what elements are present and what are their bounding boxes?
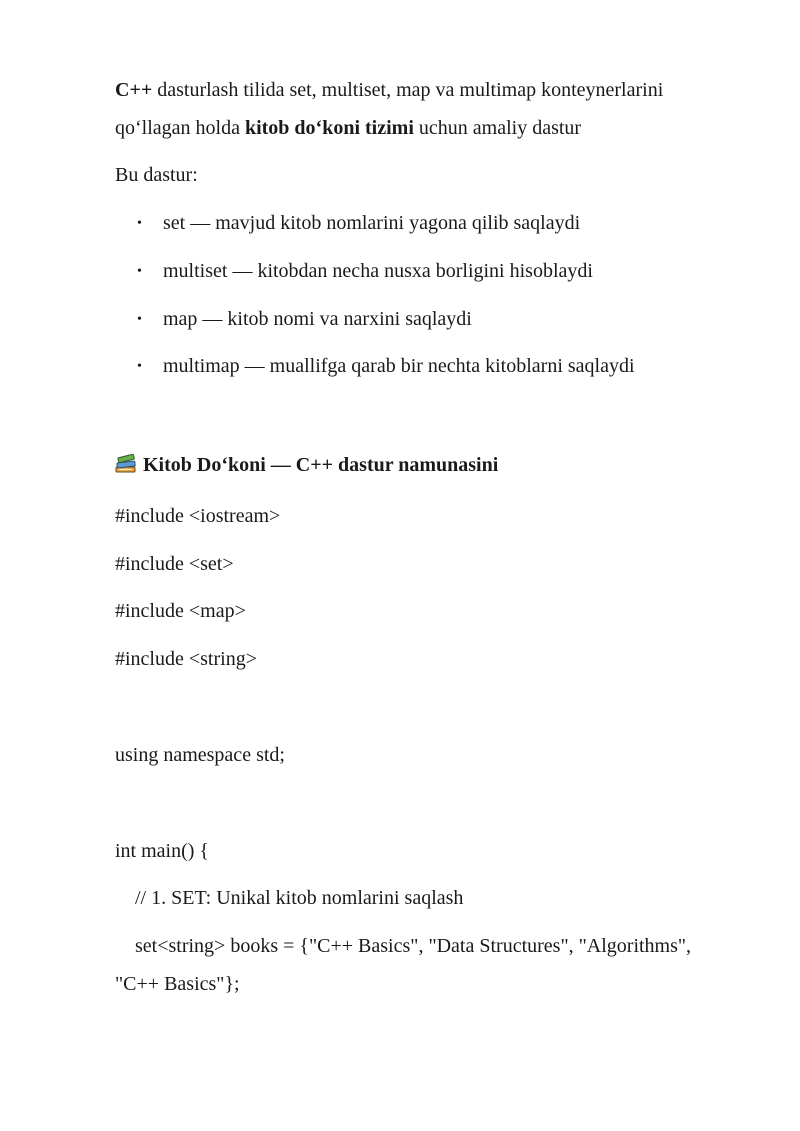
code-line: "C++ Basics"}; (115, 973, 240, 995)
code-comment-line: // 1. SET: Unikal kitob nomlarini saqlash (135, 887, 464, 909)
bullet-dot-icon: • (137, 359, 142, 374)
bullet-item-multiset (137, 259, 593, 284)
code-line: #include <set> (115, 553, 234, 575)
bullet-item-map (137, 307, 472, 332)
intro-bold-system: kitob do‘koni tizimi (244, 117, 414, 139)
intro-paragraph-line-2 (115, 116, 581, 140)
code-line: #include <map> (115, 600, 246, 622)
bullet-dot-icon: • (137, 264, 142, 279)
intro-text-b: qo‘llagan holda (115, 117, 245, 139)
code-line: using namespace std; (115, 744, 285, 766)
bullet-text: multimap — muallifga qarab bir nechta kitoblarni saqlaydi (163, 355, 635, 377)
section-heading (115, 453, 498, 477)
bullet-dot-icon: • (137, 216, 142, 231)
intro-text-c: uchun amaliy dastur (413, 117, 582, 139)
intro-text-a: dasturlash tilida set, multiset, map va multimap konteynerlarini (152, 79, 664, 101)
bullet-text: map — kitob nomi va narxini saqlaydi (163, 308, 472, 330)
code-line: #include <iostream> (115, 505, 281, 527)
intro-paragraph-line-1 (115, 78, 663, 102)
bullet-dot-icon: • (137, 312, 142, 327)
bullet-item-multimap (137, 354, 635, 379)
section-heading-text: Kitob Do‘koni — C++ dastur namunasini (143, 454, 499, 476)
intro-bold-cpp: C++ (115, 79, 153, 101)
bullet-text: multiset — kitobdan necha nusxa borligini hisoblaydi (163, 260, 593, 282)
intro-paragraph-2: Bu dastur: (115, 164, 198, 186)
code-line: set<string> books = {"C++ Basics", "Data Structures", "Algorithms", (135, 935, 692, 957)
code-line: int main() { (115, 840, 210, 862)
code-line: #include <string> (115, 648, 257, 670)
bullet-item-set (137, 211, 580, 236)
bullet-text: set — mavjud kitob nomlarini yagona qilib saqlaydi (163, 212, 581, 234)
books-icon (115, 454, 137, 474)
